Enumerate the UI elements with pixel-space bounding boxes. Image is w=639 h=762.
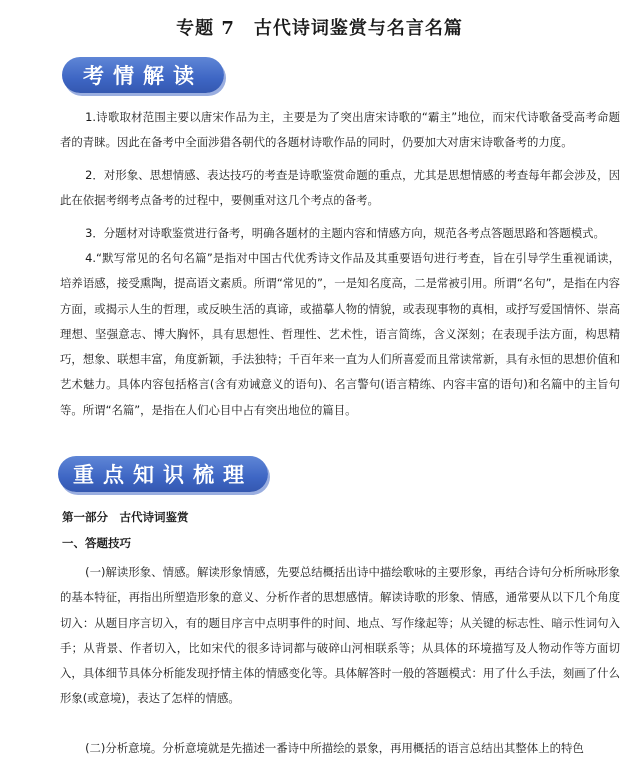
paragraph-6: (二)分析意境。分析意境就是先描述一番诗中所描绘的景象，再用概括的语言总结出其整体上的特色 bbox=[85, 741, 584, 755]
section-banner-exam-analysis: 考情解读 bbox=[62, 57, 224, 93]
paragraph-1: 1.诗歌取材范围主要以唐宋作品为主，主要是为了突出唐宋诗歌的“霸主”地位，而宋代诗歌备受高考命题者的青睐。因此在备考中全面涉猎各朝代的各题材诗歌作品的同时，仍要加大对唐宋诗歌备考的力度。 bbox=[60, 110, 620, 150]
paragraph-5: (一)解读形象、情感。解读形象情感，先要总结概括出诗中描绘歌咏的主要形象，再结合诗句分析所咏形象的基本特征，再指出所塑造形象的意义、分析作者的思想感情。解读诗歌的形象、情感，通常要从以下几个角度切入：从题目序言切入，有的题目序言中点明事件的时间、地点、写作缘起等；从关键的标志性、暗示性词句入手；从背景、作者切入，比如宋代的很多诗词都与破碎山河相联系等；从具体的环境描写及人物动作等方面切入，具体细节具体分析能发现抒情主体的情感变化等。具体解答时一般的答题模式：用了什么手法，刻画了什么形象(或意境)，表达了怎样的情感。 bbox=[60, 565, 620, 706]
paragraph-3: 3．分题材对诗歌鉴赏进行备考，明确各题材的主题内容和情感方向，规范各考点答题思路和答题模式。 bbox=[85, 226, 605, 240]
section-heading: 一、答题技巧 bbox=[62, 536, 131, 550]
paragraph-4: 4.“默写常见的名句名篇”是指对中国古代优秀诗文作品及其重要语句进行考查，旨在引导学生重视诵读，培养语感，接受熏陶，提高语文素质。所谓“常见的”，一是知名度高，二是常被引用。所谓“名句”，是指在内容方面，或揭示人生的哲理，或反映生活的真谛，或描摹人物的情貌，或表现事物的真相，或抒写爱国情怀、崇高理想、坚强意志、博大胸怀，具有思想性、哲理性、艺术性，语言简练，含义深刻；在表现手法方面，构思精巧，想象、联想丰富，角度新颖，手法独特；千百年来一直为人们所喜爱而且常读常新，具有永恒的思想价值和艺术魅力。具体内容包括格言(含有劝诫意义的语句)、名言警句(语言精练、内容丰富的语句)和名篇中的主旨句等。所谓“名篇”，是指在人们心目中占有突出地位的篇目。 bbox=[60, 251, 620, 417]
part-heading: 第一部分 古代诗词鉴赏 bbox=[62, 510, 189, 524]
page-title: 专题 7 古代诗词鉴赏与名言名篇 bbox=[176, 18, 463, 39]
paragraph-2: 2．对形象、思想情感、表达技巧的考查是诗歌鉴赏命题的重点，尤其是思想情感的考查每年都会涉及，因此在依据考纲考点备考的过程中，要侧重对这几个考点的备考。 bbox=[60, 168, 620, 208]
section-banner-key-knowledge: 重点知识梳理 bbox=[58, 456, 268, 492]
